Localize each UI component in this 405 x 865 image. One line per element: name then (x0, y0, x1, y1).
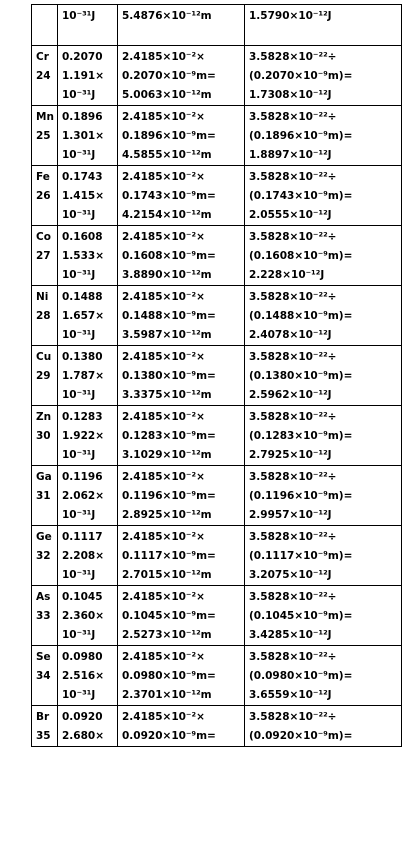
cell-line: 34 (36, 670, 51, 682)
cell-line: 3.5828×10⁻²²÷ (249, 651, 337, 663)
cell-line: 2.4185×10⁻²× (122, 351, 205, 363)
cell-line: 25 (36, 130, 51, 142)
cell-line: Mn (36, 111, 54, 123)
cell-line: 1.533× (62, 250, 105, 262)
cell-line: 3.5828×10⁻²²÷ (249, 411, 337, 423)
table-row-continued (32, 5, 402, 46)
cell-line: 0.1045 (62, 591, 103, 603)
cell-line: (0.0920×10⁻⁹m)= (249, 730, 353, 742)
cell-line: 10⁻³¹J (62, 509, 96, 521)
wavelength-cell (58, 166, 118, 226)
cell-line: Ga (36, 471, 52, 483)
cell-line: 0.1608×10⁻⁹m= (122, 250, 216, 262)
wavelength-cell (58, 466, 118, 526)
cell-line: 0.1380 (62, 351, 103, 363)
cell-line: 2.4185×10⁻²× (122, 51, 205, 63)
cell-line: 33 (36, 610, 51, 622)
cell-line: 2.5273×10⁻¹²m (122, 629, 212, 641)
cell-line: 1.922× (62, 430, 105, 442)
cell-line: 3.2075×10⁻¹²J (249, 569, 332, 581)
cell-line: 3.1029×10⁻¹²m (122, 449, 212, 461)
cell-line: 1.8897×10⁻¹²J (249, 149, 332, 161)
energy-cell (245, 286, 402, 346)
cell-line: 3.4285×10⁻¹²J (249, 629, 332, 641)
cell-line: 2.4185×10⁻²× (122, 711, 205, 723)
product-cell (118, 5, 245, 46)
wavelength-cell (58, 406, 118, 466)
element-cell (32, 5, 58, 46)
cell-line: 1.787× (62, 370, 105, 382)
cell-line: 0.2070×10⁻⁹m= (122, 70, 216, 82)
wavelength-cell (58, 46, 118, 106)
cell-line: 1.5790×10⁻¹²J (249, 10, 332, 22)
energy-cell (245, 46, 402, 106)
element-cell (32, 706, 58, 747)
product-cell (118, 406, 245, 466)
cell-line: 10⁻³¹J (62, 209, 96, 221)
cell-line: 2.680× (62, 730, 105, 742)
cell-line: 2.062× (62, 490, 105, 502)
element-cell (32, 286, 58, 346)
cell-line: 0.1117×10⁻⁹m= (122, 550, 216, 562)
cell-line: 3.5828×10⁻²²÷ (249, 171, 337, 183)
cell-line: 30 (36, 430, 51, 442)
cell-line: 0.1283 (62, 411, 103, 423)
table-body (32, 5, 402, 747)
cell-line: 0.1488×10⁻⁹m= (122, 310, 216, 322)
cell-line: 0.0980 (62, 651, 103, 663)
cell-line: Co (36, 231, 51, 243)
cell-line: 4.5855×10⁻¹²m (122, 149, 212, 161)
energy-cell (245, 706, 402, 747)
element-cell (32, 346, 58, 406)
cell-line: 3.5828×10⁻²²÷ (249, 711, 337, 723)
element-cell (32, 406, 58, 466)
element-cell (32, 586, 58, 646)
cell-line: 4.2154×10⁻¹²m (122, 209, 212, 221)
wavelength-cell (58, 526, 118, 586)
cell-line: 2.516× (62, 670, 105, 682)
cell-line: (0.1045×10⁻⁹m)= (249, 610, 353, 622)
cell-line: 3.5828×10⁻²²÷ (249, 231, 337, 243)
cell-line: 28 (36, 310, 51, 322)
cell-line: 3.6559×10⁻¹²J (249, 689, 332, 701)
table-row (32, 346, 402, 406)
cell-line: 29 (36, 370, 51, 382)
cell-line: (0.1488×10⁻⁹m)= (249, 310, 353, 322)
element-cell (32, 166, 58, 226)
cell-line: 0.2070 (62, 51, 103, 63)
table-row (32, 46, 402, 106)
cell-line: (0.1896×10⁻⁹m)= (249, 130, 353, 142)
wavelength-cell (58, 346, 118, 406)
table-row (32, 406, 402, 466)
cell-line (36, 7, 57, 26)
cell-line: 26 (36, 190, 51, 202)
cell-line: 2.4185×10⁻²× (122, 231, 205, 243)
cell-line: 24 (36, 70, 51, 82)
cell-line: 0.1045×10⁻⁹m= (122, 610, 216, 622)
cell-line: 0.1743×10⁻⁹m= (122, 190, 216, 202)
cell-line: 32 (36, 550, 51, 562)
wavelength-cell (58, 5, 118, 46)
cell-line: 2.4185×10⁻²× (122, 411, 205, 423)
cell-line: 5.0063×10⁻¹²m (122, 89, 212, 101)
product-cell (118, 46, 245, 106)
cell-line: 2.4185×10⁻²× (122, 651, 205, 663)
cell-line (36, 26, 57, 45)
wavelength-cell (58, 586, 118, 646)
energy-cell (245, 5, 402, 46)
cell-line: 0.1896×10⁻⁹m= (122, 130, 216, 142)
cell-line: Zn (36, 411, 52, 423)
energy-cell (245, 106, 402, 166)
cell-line: 1.191× (62, 70, 105, 82)
cell-line: (0.1117×10⁻⁹m)= (249, 550, 353, 562)
cell-line: 1.7308×10⁻¹²J (249, 89, 332, 101)
product-cell (118, 586, 245, 646)
energy-cell (245, 646, 402, 706)
cell-line: Fe (36, 171, 50, 183)
cell-line: 2.4185×10⁻²× (122, 471, 205, 483)
cell-line: As (36, 591, 51, 603)
cell-line: 3.5828×10⁻²²÷ (249, 531, 337, 543)
cell-line: (0.2070×10⁻⁹m)= (249, 70, 353, 82)
cell-line: (0.1608×10⁻⁹m)= (249, 250, 353, 262)
cell-line: Cu (36, 351, 52, 363)
cell-line: 1.415× (62, 190, 105, 202)
product-cell (118, 286, 245, 346)
cell-line: 3.5828×10⁻²²÷ (249, 351, 337, 363)
energy-cell (245, 406, 402, 466)
energy-cell (245, 586, 402, 646)
cell-line: 10⁻³¹J (62, 689, 96, 701)
table-row (32, 706, 402, 747)
wavelength-cell (58, 106, 118, 166)
product-cell (118, 226, 245, 286)
element-cell (32, 526, 58, 586)
table-row (32, 526, 402, 586)
cell-line: 31 (36, 490, 51, 502)
product-cell (118, 106, 245, 166)
energy-cell (245, 166, 402, 226)
cell-line: Br (36, 711, 50, 723)
cell-line: 10⁻³¹J (62, 629, 96, 641)
cell-line: 2.5962×10⁻¹²J (249, 389, 332, 401)
cell-line: 3.5828×10⁻²²÷ (249, 471, 337, 483)
cell-line: 2.8925×10⁻¹²m (122, 509, 212, 521)
cell-line: 27 (36, 250, 51, 262)
product-cell (118, 646, 245, 706)
cell-line: 0.1608 (62, 231, 103, 243)
element-cell (32, 46, 58, 106)
element-cell (32, 646, 58, 706)
cell-line: 2.228×10⁻¹²J (249, 269, 325, 281)
cell-line: 2.4078×10⁻¹²J (249, 329, 332, 341)
product-cell (118, 466, 245, 526)
cell-line: 0.1380×10⁻⁹m= (122, 370, 216, 382)
cell-line: 2.4185×10⁻²× (122, 591, 205, 603)
cell-line: 2.4185×10⁻²× (122, 111, 205, 123)
data-table (31, 4, 402, 747)
cell-line: 0.0920 (62, 711, 103, 723)
cell-line: 10⁻³¹J (62, 10, 96, 22)
cell-line: Cr (36, 51, 49, 63)
cell-line: 10⁻³¹J (62, 569, 96, 581)
table-row (32, 166, 402, 226)
product-cell (118, 526, 245, 586)
cell-line: (0.0980×10⁻⁹m)= (249, 670, 353, 682)
cell-line: 1.657× (62, 310, 105, 322)
cell-line: 10⁻³¹J (62, 149, 96, 161)
cell-line: (0.1380×10⁻⁹m)= (249, 370, 353, 382)
table-row (32, 286, 402, 346)
cell-line: 3.5828×10⁻²²÷ (249, 51, 337, 63)
cell-line: 2.4185×10⁻²× (122, 171, 205, 183)
cell-line: 2.4185×10⁻²× (122, 531, 205, 543)
cell-line: 3.5828×10⁻²²÷ (249, 291, 337, 303)
product-cell (118, 166, 245, 226)
element-cell (32, 226, 58, 286)
table-row (32, 586, 402, 646)
cell-line: 3.8890×10⁻¹²m (122, 269, 212, 281)
cell-line: 0.1196×10⁻⁹m= (122, 490, 216, 502)
cell-line: 3.3375×10⁻¹²m (122, 389, 212, 401)
cell-line: 10⁻³¹J (62, 269, 96, 281)
wavelength-cell (58, 286, 118, 346)
cell-line: Se (36, 651, 51, 663)
cell-line: 3.5828×10⁻²²÷ (249, 111, 337, 123)
cell-line: 0.1117 (62, 531, 103, 543)
cell-line: 2.7015×10⁻¹²m (122, 569, 212, 581)
cell-line: 0.1488 (62, 291, 103, 303)
table-row (32, 226, 402, 286)
cell-line: 10⁻³¹J (62, 329, 96, 341)
cell-line: 2.7925×10⁻¹²J (249, 449, 332, 461)
table-row (32, 466, 402, 526)
energy-cell (245, 526, 402, 586)
energy-cell (245, 226, 402, 286)
cell-line: 35 (36, 730, 51, 742)
cell-line: 3.5828×10⁻²²÷ (249, 591, 337, 603)
cell-line: (0.1283×10⁻⁹m)= (249, 430, 353, 442)
cell-line: 10⁻³¹J (62, 389, 96, 401)
cell-line: Ni (36, 291, 49, 303)
cell-line: 2.9957×10⁻¹²J (249, 509, 332, 521)
table-row (32, 646, 402, 706)
cell-line: 10⁻³¹J (62, 89, 96, 101)
table-row (32, 106, 402, 166)
cell-line: 0.0980×10⁻⁹m= (122, 670, 216, 682)
energy-cell (245, 346, 402, 406)
wavelength-cell (58, 646, 118, 706)
cell-line: 2.360× (62, 610, 105, 622)
cell-line: 3.5987×10⁻¹²m (122, 329, 212, 341)
cell-line: 0.1196 (62, 471, 103, 483)
cell-line: 0.1743 (62, 171, 103, 183)
cell-line: 5.4876×10⁻¹²m (122, 10, 212, 22)
cell-line: (0.1196×10⁻⁹m)= (249, 490, 353, 502)
product-cell (118, 346, 245, 406)
wavelength-cell (58, 226, 118, 286)
cell-line: Ge (36, 531, 52, 543)
element-cell (32, 106, 58, 166)
energy-cell (245, 466, 402, 526)
cell-line: 2.3701×10⁻¹²m (122, 689, 212, 701)
wavelength-cell (58, 706, 118, 747)
cell-line: 10⁻³¹J (62, 449, 96, 461)
cell-line: 0.0920×10⁻⁹m= (122, 730, 216, 742)
cell-line: 0.1896 (62, 111, 103, 123)
cell-line: (0.1743×10⁻⁹m)= (249, 190, 353, 202)
cell-line: 2.0555×10⁻¹²J (249, 209, 332, 221)
element-cell (32, 466, 58, 526)
cell-line: 0.1283×10⁻⁹m= (122, 430, 216, 442)
cell-line: 1.301× (62, 130, 105, 142)
cell-line: 2.4185×10⁻²× (122, 291, 205, 303)
product-cell (118, 706, 245, 747)
cell-line: 2.208× (62, 550, 105, 562)
